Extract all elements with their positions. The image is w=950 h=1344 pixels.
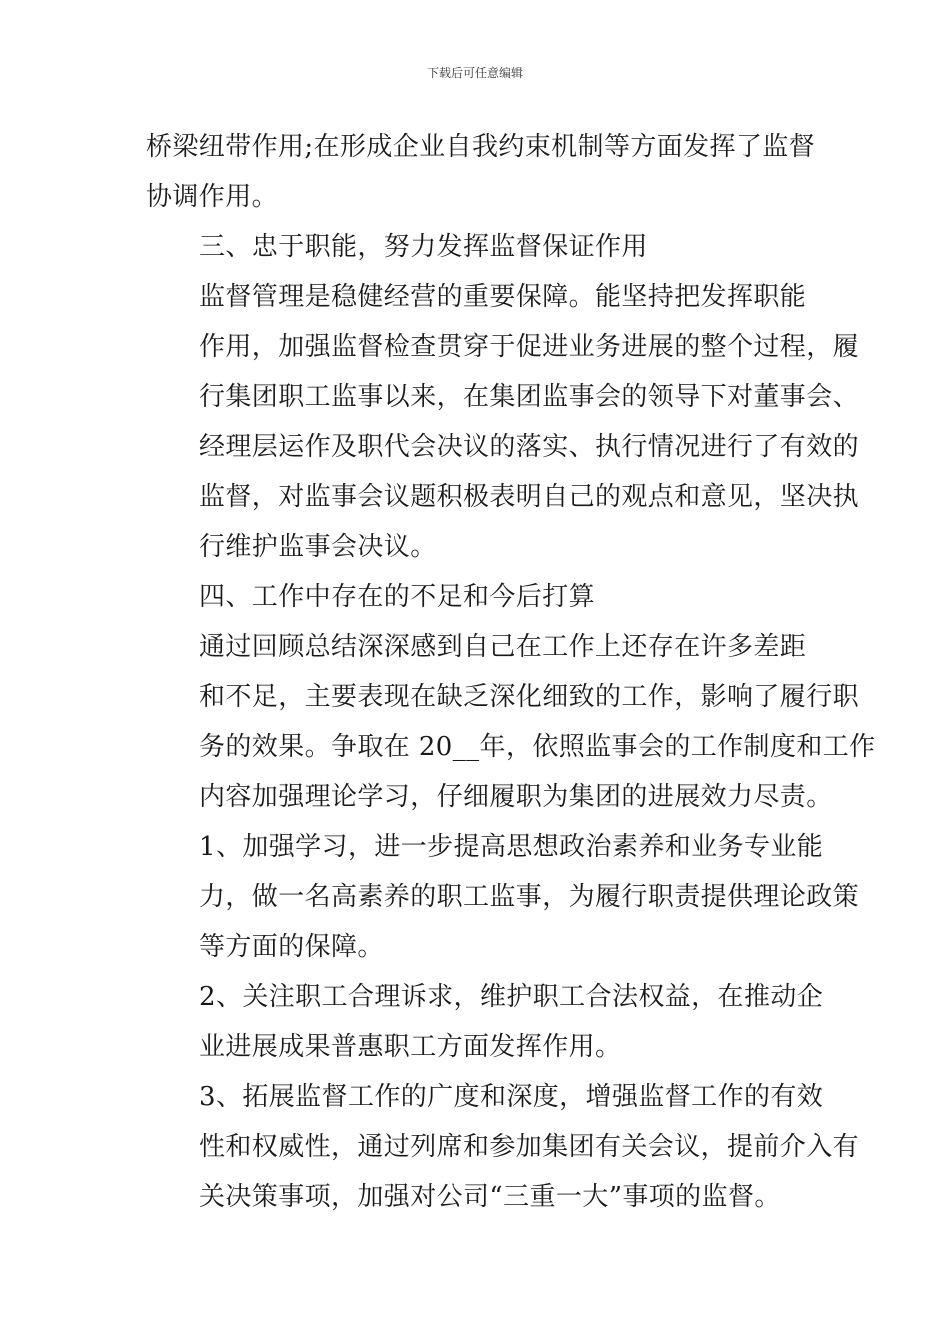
text-line: 三、忠于职能，努力发挥监督保证作用 <box>199 232 648 262</box>
text-line: 通过回顾总结深深感到自己在工作上还存在许多差距 <box>199 632 807 662</box>
text-line: 经理层运作及职代会决议的落实、执行情况进行了有效的 <box>199 432 860 462</box>
document-body <box>146 122 876 1222</box>
text-line: 3、拓展监督工作的广度和深度，增强监督工作的有效 <box>199 1082 824 1112</box>
text-line: 性和权威性，通过列席和参加集团有关会议，提前介入有 <box>199 1132 860 1162</box>
text-line: 业进展成果普惠职工方面发挥作用。 <box>199 1032 622 1062</box>
text-line: 行集团职工监事以来，在集团监事会的领导下对董事会、 <box>199 382 860 412</box>
text-line: 作用，加强监督检查贯穿于促进业务进展的整个过程，履 <box>199 332 860 362</box>
list-item-1 <box>146 822 860 972</box>
list-item-2 <box>146 972 824 1072</box>
text-line: 监督管理是稳健经营的重要保障。能坚持把发挥职能 <box>199 282 807 312</box>
paragraph <box>146 272 860 572</box>
list-item-3 <box>146 1072 860 1222</box>
text-line: 监督，对监事会议题积极表明自己的观点和意见，坚决执 <box>199 482 860 512</box>
text-line: 和不足，主要表现在缺乏深化细致的工作，影响了履行职 <box>199 682 860 712</box>
text-line: 桥梁纽带作用;在形成企业自我约束机制等方面发挥了监督 <box>146 132 816 162</box>
text-line: 行维护监事会决议。 <box>199 532 437 562</box>
text-line: 1、加强学习，进一步提高思想政治素养和业务专业能 <box>199 832 824 862</box>
section-heading-3 <box>146 222 816 272</box>
paragraph <box>146 122 816 222</box>
text-line: 力，做一名高素养的职工监事，为履行职责提供理论政策 <box>199 882 860 912</box>
text-line: 2、关注职工合理诉求，维护职工合法权益，在推动企 <box>199 982 824 1012</box>
text-line: 关决策事项，加强对公司“三重一大”事项的监督。 <box>199 1182 781 1212</box>
page-header-note: 下载后可任意编辑 <box>426 66 523 80</box>
text-line: 务的效果。争取在 20__年，依照监事会的工作制度和工作 <box>199 732 876 762</box>
text-line: 四、工作中存在的不足和今后打算 <box>199 582 596 612</box>
text-line: 内容加强理论学习，仔细履职为集团的进展效力尽责。 <box>199 782 833 812</box>
text-line: 等方面的保障。 <box>199 932 384 962</box>
text-line: 协调作用。 <box>146 182 279 212</box>
section-heading-4 <box>146 572 816 622</box>
paragraph <box>146 622 876 822</box>
